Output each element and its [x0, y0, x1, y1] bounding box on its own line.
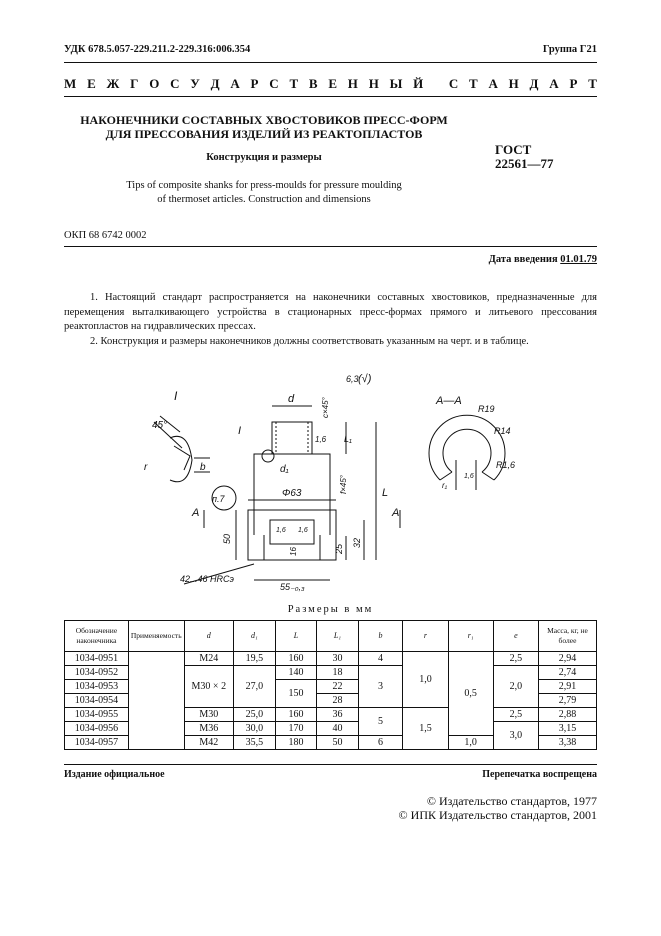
cell-mass: 2,74: [538, 666, 596, 680]
group-label: Группа Г21: [542, 44, 597, 55]
label-A-right: А: [392, 507, 400, 519]
cell-code: 1034-0953: [65, 680, 129, 694]
cell-L1: 28: [317, 694, 358, 708]
col-L: L: [275, 621, 317, 652]
cell-L1: 30: [317, 652, 358, 666]
cell-L: 160: [275, 652, 317, 666]
label-dim-16: 16: [289, 547, 298, 556]
cell-code: 1034-0954: [65, 694, 129, 708]
top-rule: [64, 62, 597, 63]
label-dim-50: 50: [222, 533, 232, 544]
cell-r1-merged-b: 1,0: [448, 736, 493, 750]
cell-d: M36: [184, 722, 233, 736]
col-r: r: [403, 621, 448, 652]
col-b: b: [358, 621, 403, 652]
title-line-1: НАКОНЕЧНИКИ СОСТАВНЫХ ХВОСТОВИКОВ ПРЕСС-ФОРМ: [80, 113, 448, 127]
cell-mass: 3,15: [538, 722, 596, 736]
label-note-p7: п.7: [212, 494, 225, 504]
cell-code: 1034-0955: [65, 708, 129, 722]
document-title: [64, 113, 464, 141]
banner-letter: Й: [413, 76, 424, 91]
banner-letter: Т: [469, 76, 478, 91]
effective-date: [489, 254, 597, 265]
cell-d: M42: [184, 736, 233, 750]
label-dim-25: 25: [334, 543, 344, 554]
cell-d1: 25,0: [233, 708, 275, 722]
cell-L1: 50: [317, 736, 358, 750]
label-d1: d₁: [280, 464, 289, 475]
col-usage: Применяемость: [128, 621, 184, 652]
label-roughness-4: 1,6: [464, 473, 474, 480]
col-code: Обозначение наконечника: [65, 621, 129, 652]
label-roughness-1: 1,6: [315, 435, 327, 444]
label-R19: R19: [478, 404, 495, 414]
cell-e: 2,5: [493, 652, 538, 666]
cell-L: 170: [275, 722, 317, 736]
banner-letter: Н: [508, 76, 519, 91]
cell-L: 180: [275, 736, 317, 750]
cell-mass: 2,79: [538, 694, 596, 708]
cell-mass: 3,38: [538, 736, 596, 750]
main-view: [180, 373, 400, 592]
banner-letter: С: [448, 76, 459, 91]
label-finish: 6,3: [346, 374, 359, 384]
okp-rule: [64, 246, 597, 247]
banner-letter: Е: [87, 76, 96, 91]
cell-d-merged: M30 × 2: [184, 666, 233, 708]
col-mass: Масса, кг, не более: [538, 621, 596, 652]
label-L1: L₁: [344, 434, 352, 444]
reprint-forbidden: Перепечатка воспрещена: [482, 769, 597, 780]
label-section: А—А: [436, 395, 462, 407]
table-header-row: [65, 621, 597, 652]
banner-letter: Р: [250, 76, 259, 91]
cell-L-merged: 150: [275, 680, 317, 708]
cell-code: 1034-0956: [65, 722, 129, 736]
label-A-left: А: [192, 507, 200, 519]
cell-d1: 19,5: [233, 652, 275, 666]
banner-letter: С: [269, 76, 279, 91]
cell-usage: [128, 652, 184, 750]
cell-L1: 22: [317, 680, 358, 694]
date-value: 01.01.79: [560, 254, 597, 265]
label-phi63: Φ63: [282, 488, 302, 499]
copyright-1: © Издательство стандартов, 1977: [426, 794, 597, 808]
udk-code: УДК 678.5.057-229.211.2-229.316:006.354: [64, 44, 251, 55]
cell-L1: 40: [317, 722, 358, 736]
detail-view-I: [144, 389, 210, 482]
label-finish-mark: (√): [358, 373, 372, 385]
cell-r-merged-a: 1,0: [403, 652, 448, 708]
label-L: L: [382, 487, 389, 499]
banner-letter: Г: [130, 76, 139, 91]
label-view-I: I: [174, 389, 178, 403]
cell-b-merged: 5: [358, 708, 403, 736]
col-e: e: [493, 621, 538, 652]
cell-r1-merged-a: 0,5: [448, 652, 493, 736]
gost-code: 22561—77: [495, 156, 554, 171]
cell-code: 1034-0951: [65, 652, 129, 666]
label-R14: R14: [494, 426, 511, 436]
label-roughness-2: 1,6: [276, 527, 286, 534]
label-roughness-3: 1,6: [298, 527, 308, 534]
english-title: [64, 179, 464, 207]
banner-letter: А: [488, 76, 498, 91]
label-r1: r₁: [442, 481, 448, 490]
label-r: r: [144, 462, 148, 473]
label-dim-32: 32: [352, 537, 362, 548]
label-chamfer: c×45°: [321, 397, 330, 418]
footer-rule: [64, 764, 597, 765]
banner-letter: С: [170, 76, 180, 91]
col-L1: L₁: [317, 621, 358, 652]
banner-letter: А: [549, 76, 559, 91]
banner-letter: Д: [529, 76, 539, 91]
banner-letter: У: [190, 76, 200, 91]
banner-rule: [64, 96, 597, 97]
cell-e-merged: 2,0: [493, 666, 538, 708]
cell-L1: 18: [317, 666, 358, 680]
label-f45: f×45°: [339, 475, 348, 494]
label-b: b: [200, 462, 206, 473]
gost-number: [495, 143, 554, 171]
cell-code: 1034-0957: [65, 736, 129, 750]
paragraph-2: 2. Конструкция и размеры наконечников должны соответствовать указанным на черт. и в таблице.: [90, 335, 529, 347]
banner-letter: [434, 76, 438, 92]
banner-letter: А: [230, 76, 240, 91]
label-view-I-ref: I: [238, 425, 242, 437]
section-A-A: [429, 395, 515, 490]
banner-letter: Т: [289, 76, 299, 91]
cell-r-merged-b: 1,5: [403, 708, 448, 750]
col-d1: d₁: [233, 621, 275, 652]
official-edition: Издание официальное: [64, 769, 165, 780]
banner-letter: Д: [210, 76, 220, 91]
label-R1-6: R1,6: [496, 460, 516, 470]
banner-letter: В: [308, 76, 318, 91]
banner-letter: Ж: [106, 76, 120, 91]
cell-mass: 2,91: [538, 680, 596, 694]
col-d: d: [184, 621, 233, 652]
col-r1: r₁: [448, 621, 493, 652]
cell-e-merged: 3,0: [493, 722, 538, 750]
cell-d1: 35,5: [233, 736, 275, 750]
cell-d: M30: [184, 708, 233, 722]
english-line-1: Tips of composite shanks for press-moulds for pressure moulding: [126, 180, 402, 191]
label-hardness: 42...46 HRCэ: [180, 574, 234, 584]
table-caption: Размеры в мм: [287, 604, 374, 615]
dimensions-table: [64, 620, 597, 750]
banner-letter: М: [64, 76, 77, 91]
banner-letter: Ы: [389, 76, 403, 91]
cell-d: M24: [184, 652, 233, 666]
banner-letter: Е: [328, 76, 338, 91]
technical-drawing: [130, 360, 530, 600]
okp-code: ОКП 68 6742 0002: [64, 230, 147, 241]
cell-L: 140: [275, 666, 317, 680]
cell-L1: 36: [317, 708, 358, 722]
cell-mass: 2,94: [538, 652, 596, 666]
date-label: Дата введения: [488, 254, 558, 265]
table-row: [65, 652, 597, 666]
standard-banner: [64, 76, 597, 92]
cell-b: 6: [358, 736, 403, 750]
copyright-2: © ИПК Издательство стандартов, 2001: [398, 808, 597, 822]
document-subtitle: Конструкция и размеры: [206, 152, 322, 163]
cell-b: 4: [358, 652, 403, 666]
cell-e: 2,5: [493, 708, 538, 722]
banner-letter: Н: [347, 76, 358, 91]
banner-letter: Н: [368, 76, 379, 91]
paragraph-1: 1. Настоящий стандарт распространяется на наконечники составных хвостовиков, предназначенные для перемещения выталкивающего устройства в стационарных пресс-формах прямого и литьевого прессования реактопластов на гидравлических прессах.: [64, 292, 597, 332]
cell-b-merged: 3: [358, 666, 403, 708]
gost-label: ГОСТ: [495, 142, 532, 157]
english-line-2: of thermoset articles. Construction and dimensions: [157, 194, 371, 205]
body-text: [64, 291, 597, 349]
cell-code: 1034-0952: [65, 666, 129, 680]
cell-mass: 2,88: [538, 708, 596, 722]
label-angle-45: 45°: [152, 420, 168, 431]
banner-letter: Т: [588, 76, 597, 91]
cell-d1-merged: 27,0: [233, 666, 275, 708]
label-dim-55: 55₋₀,₃: [280, 582, 305, 592]
label-d: d: [288, 393, 295, 405]
cell-L: 160: [275, 708, 317, 722]
banner-letter: Р: [569, 76, 578, 91]
title-line-2: ДЛЯ ПРЕССОВАНИЯ ИЗДЕЛИЙ ИЗ РЕАКТОПЛАСТОВ: [105, 127, 423, 141]
cell-d1: 30,0: [233, 722, 275, 736]
banner-letter: О: [149, 76, 160, 91]
